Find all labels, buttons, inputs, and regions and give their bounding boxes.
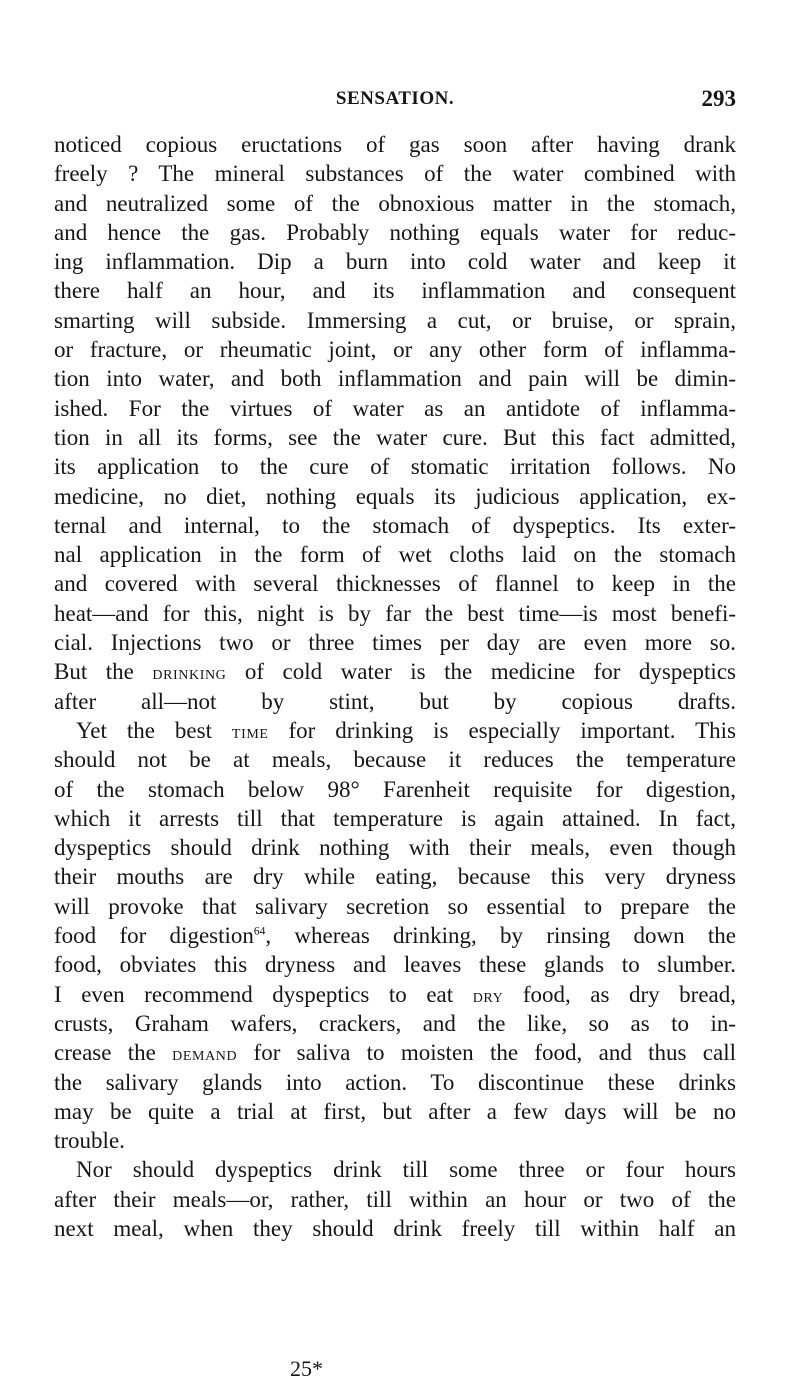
small-caps-word: time (231, 720, 269, 743)
body-text (54, 130, 736, 1243)
text-line: after all—not by stint, but by copious drafts. (54, 688, 736, 714)
text-line: and hence the gas. Probably nothing equals water for reduc- (54, 219, 736, 245)
text-line: and neutralized some of the obnoxious matter in the stomach, (54, 190, 736, 216)
text-line: ternal and internal, to the stomach of dyspeptics. Its exter- (54, 512, 736, 538)
text-line: But the drinking of cold water is the medicine for dyspeptics (54, 659, 736, 685)
text-line: of the stomach below 98° Farenheit requisite for digestion, (54, 776, 736, 802)
text-line: dyspeptics should drink nothing with their meals, even though (54, 835, 736, 861)
text-line: and covered with several thicknesses of flannel to keep in the (54, 571, 736, 597)
text-line: nal application in the form of wet cloths laid on the stomach (54, 542, 736, 568)
text-line: cial. Injections two or three times per day are even more so. (54, 630, 736, 656)
small-caps-word: dry (472, 984, 504, 1007)
text-line: the salivary glands into action. To discontinue these drinks (54, 1069, 736, 1095)
text-line: its application to the cure of stomatic irritation follows. No (54, 454, 736, 480)
text-line: Nor should dyspeptics drink till some three or four hours (76, 1157, 736, 1183)
text-line: freely ? The mineral substances of the water combined with (54, 161, 736, 187)
text-line: smarting will subside. Immersing a cut, or bruise, or sprain, (54, 307, 736, 333)
page-header (54, 88, 736, 114)
text-line: food, obviates this dryness and leaves these glands to slumber. (54, 952, 736, 978)
text-line: which it arrests till that temperature is again attained. In fact, (54, 805, 736, 831)
text-line: Yet the best time for drinking is especially important. This (76, 717, 736, 743)
text-line: or fracture, or rheumatic joint, or any other form of inflamma- (54, 337, 736, 363)
text-line: noticed copious eructations of gas soon after having drank (54, 132, 736, 157)
signature-mark: 25* (290, 1356, 323, 1381)
text-line: heat—and for this, night is by far the best time—is most benefi- (54, 600, 736, 626)
text-line: ished. For the virtues of water as an antidote of inflamma- (54, 395, 736, 421)
text-line: crease the demand for saliva to moisten the food, and thus call (54, 1040, 736, 1066)
text-line: will provoke that salivary secretion so essential to prepare the (54, 893, 736, 919)
text-line: tion into water, and both inflammation and pain will be dimin- (54, 366, 736, 392)
text-line: crusts, Graham wafers, crackers, and the like, so as to in- (54, 1010, 736, 1036)
text-line: there half an hour, and its inflammation and consequent (54, 278, 736, 304)
text-line: I even recommend dyspeptics to eat dry food, as dry bread, (54, 981, 736, 1007)
text-line: ing inflammation. Dip a burn into cold water and keep it (54, 249, 736, 275)
small-caps-word: demand (172, 1043, 238, 1066)
text-line: next meal, when they should drink freely till within half an (54, 1215, 736, 1241)
text-line: medicine, no diet, nothing equals its judicious application, ex- (54, 483, 736, 509)
text-line: after their meals—or, rather, till within an hour or two of the (54, 1186, 736, 1212)
text-line: may be quite a trial at first, but after a few days will be no (54, 1098, 736, 1124)
page-number: 293 (701, 86, 736, 111)
text-line: trouble. (54, 1128, 125, 1154)
text-line: should not be at meals, because it reduces the temperature (54, 747, 736, 773)
footnote-ref: 64 (253, 925, 266, 938)
running-head: SENSATION. (335, 88, 455, 109)
small-caps-word: drinking (152, 662, 227, 685)
text-line: food for digestion$^{64}$, whereas drinking, by rinsing down the (54, 923, 736, 949)
text-line: their mouths are dry while eating, because this very dryness (54, 864, 736, 890)
text-line: tion in all its forms, see the water cure. But this fact admitted, (54, 424, 736, 450)
